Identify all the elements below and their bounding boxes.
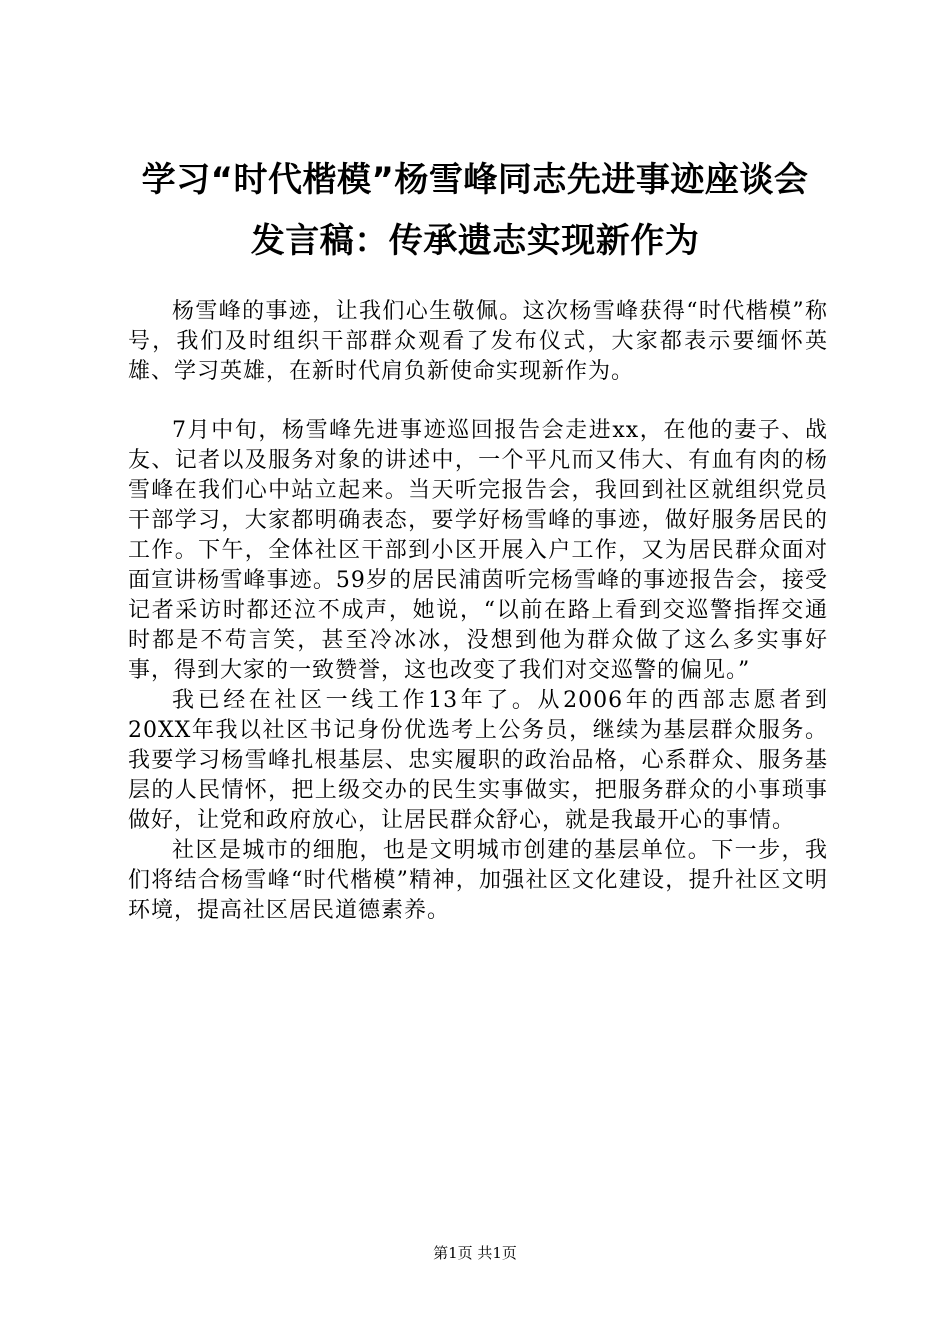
- document-title-line-2: 发言稿：传承遗志实现新作为: [250, 221, 700, 261]
- document-title-line-1: 学习“时代楷模”杨雪峰同志先进事迹座谈会: [141, 160, 809, 200]
- paragraph-2: 7月中旬，杨雪峰先进事迹巡回报告会走进xx，在他的妻子、战友、记者以及服务对象的讲述中，一个平凡而又伟大、有血有肉的杨雪峰在我们心中站立起来。当天听完报告会，我回到社区就组织党员干部学习，大家都明确表态，要学好杨雪峰的事迹，做好服务居民的工作。下午，全体社区干部到小区开展入户工作，又为居民群众面对面宣讲杨雪峰事迹。59岁的居民浦茵听完杨雪峰的事迹报告会，接受记者采访时都还泣不成声，她说，“以前在路上看到交巡警指挥交通时都是不苟言笑，甚至冷冰冰，没想到他为群众做了这么多实事好事，得到大家的一致赞誉，这也改变了我们对交巡警的偏见。”: [128, 418, 828, 683]
- page-footer: 第1页 共1页: [433, 1244, 517, 1262]
- paragraph-spacer: [128, 387, 828, 416]
- paragraph-1: 杨雪峰的事迹，让我们心生敬佩。这次杨雪峰获得“时代楷模”称号，我们及时组织干部群众观看了发布仪式，大家都表示要缅怀英雄、学习英雄，在新时代肩负新使命实现新作为。: [128, 299, 828, 384]
- paragraph-4: 社区是城市的细胞，也是文明城市创建的基层单位。下一步，我们将结合杨雪峰“时代楷模”精神，加强社区文化建设，提升社区文明环境，提高社区居民道德素养。: [128, 838, 828, 923]
- paragraph-3: 我已经在社区一线工作13年了。从2006年的西部志愿者到20XX年我以社区书记身份优选考上公务员，继续为基层群众服务。我要学习杨雪峰扎根基层、忠实履职的政治品格，心系群众、服务基层的人民情怀，把上级交办的民生实事做实，把服务群众的小事琐事做好，让党和政府放心，让居民群众舒心，就是我最开心的事情。: [128, 688, 828, 833]
- document-body: [128, 297, 828, 926]
